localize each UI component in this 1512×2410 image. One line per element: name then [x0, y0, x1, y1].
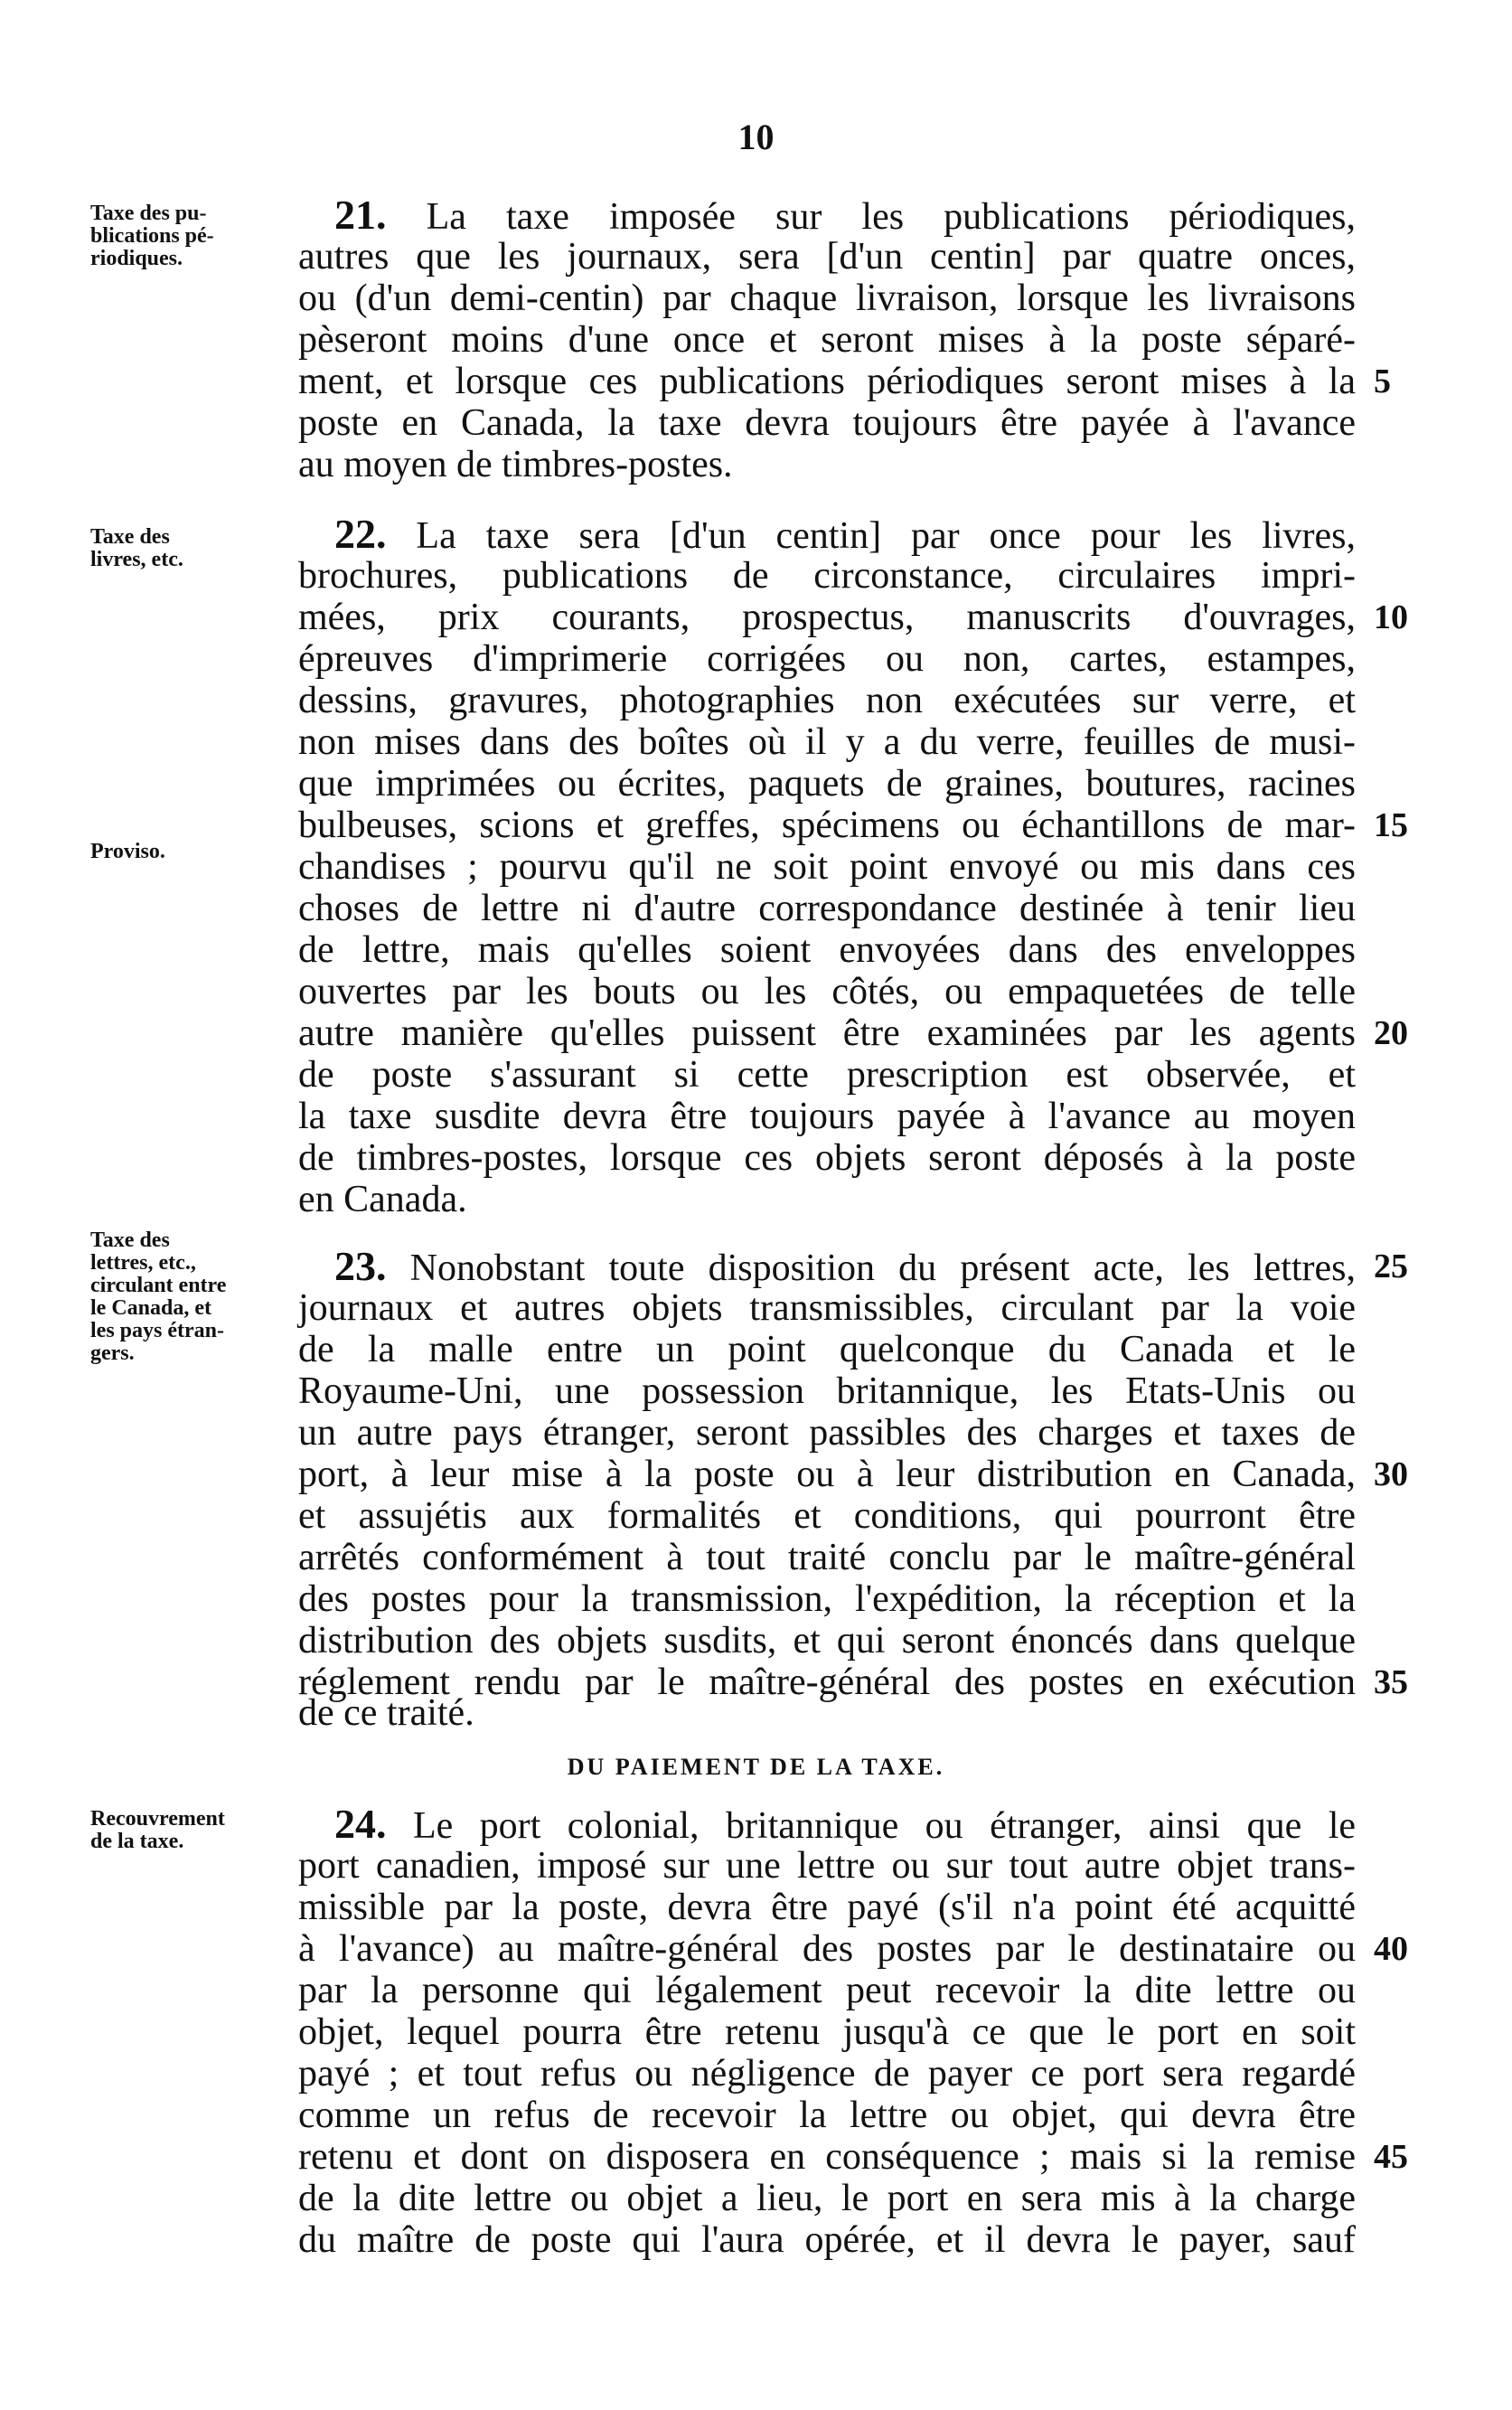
article-24-line: retenu et dont on disposera en conséquence ; mais si la remise [298, 2136, 1356, 2178]
line-number: 20 [1374, 1014, 1408, 1052]
article-23-line: réglement rendu par le maître-général des postes en exécution [298, 1662, 1356, 1703]
article-21-line: autres que les journaux, sera [d'un centin] par quatre onces, [298, 236, 1356, 278]
article-text: Le port colonial, britannique ou étranger, ainsi que le [412, 1805, 1357, 1847]
article-22-line: de lettre, mais qu'elles soient envoyées dans des enveloppes [298, 929, 1356, 971]
article-24-line [298, 1803, 1356, 1847]
article-22-line: la taxe susdite devra être toujours payée à l'avance au moyen [298, 1096, 1356, 1137]
margin-note-proviso: Proviso. [90, 840, 165, 863]
article-22-line: dessins, gravures, photographies non exécutées sur verre, et [298, 680, 1356, 721]
article-22-line: chandises ; pourvu qu'il ne soit point envoyé ou mis dans ces [298, 846, 1356, 888]
margin-note-recouvrement: Recouvrement de la taxe. [90, 1807, 225, 1853]
article-23-line: Royaume-Uni, une possession britannique, les Etats-Unis ou [298, 1370, 1356, 1412]
article-21-line: au moyen de timbres-postes. [298, 444, 733, 485]
article-21-line [298, 194, 1356, 238]
article-22-line: bulbeuses, scions et greffes, spécimens ou échantillons de mar- [298, 805, 1356, 846]
article-22-line: que imprimées ou écrites, paquets de graines, boutures, racines [298, 763, 1356, 805]
article-22-line: choses de lettre ni d'autre correspondance destinée à tenir lieu [298, 888, 1356, 929]
article-22-line: de timbres-postes, lorsque ces objets seront déposés à la poste [298, 1137, 1356, 1179]
line-number: 5 [1374, 362, 1391, 400]
article-text: Nonobstant toute disposition du présent acte, les lettres, [409, 1247, 1357, 1289]
article-number: 21. [334, 192, 387, 238]
article-22-line: mées, prix courants, prospectus, manuscrits d'ouvrages, [298, 597, 1356, 638]
article-23-line: un autre pays étranger, seront passibles des charges et taxes de [298, 1412, 1356, 1454]
line-number: 25 [1374, 1247, 1408, 1285]
article-text: La taxe sera [d'un centin] par once pour les livres, [416, 515, 1357, 557]
line-number: 35 [1374, 1663, 1408, 1701]
line-number: 10 [1374, 598, 1408, 636]
article-number: 24. [334, 1801, 387, 1847]
article-23-line: de la malle entre un point quelconque du Canada et le [298, 1329, 1356, 1370]
article-24-line: à l'avance) au maître-général des postes par le destinataire ou [298, 1928, 1356, 1970]
article-23-line: port, à leur mise à la poste ou à leur distribution en Canada, [298, 1454, 1356, 1495]
article-22-line [298, 513, 1356, 557]
page-number: 10 [737, 117, 775, 157]
article-23-line: distribution des objets susdits, et qui seront énoncés dans quelque [298, 1620, 1356, 1662]
article-22-line: autre manière qu'elles puissent être examinées par les agents [298, 1012, 1356, 1054]
article-24-line: par la personne qui légalement peut recevoir la dite lettre ou [298, 1970, 1356, 2011]
article-21-line: poste en Canada, la taxe devra toujours être payée à l'avance [298, 402, 1356, 444]
article-22-line: en Canada. [298, 1179, 467, 1220]
article-23-line: journaux et autres objets transmissibles, circulant par la voie [298, 1287, 1356, 1329]
section-heading: DU PAIEMENT DE LA TAXE. [567, 1754, 945, 1780]
article-21-line: pèseront moins d'une once et seront mises à la poste séparé- [298, 319, 1356, 361]
article-21-line: ou (d'un demi-centin) par chaque livraison, lorsque les livraisons [298, 278, 1356, 319]
article-22-line: non mises dans des boîtes où il y a du verre, feuilles de musi- [298, 721, 1356, 763]
article-number: 23. [334, 1243, 387, 1289]
article-22-line: ouvertes par les bouts ou les côtés, ou empaquetées de telle [298, 971, 1356, 1012]
article-24-line: comme un refus de recevoir la lettre ou objet, qui devra être [298, 2095, 1356, 2136]
article-23-line [298, 1243, 1357, 1289]
line-number: 15 [1374, 806, 1408, 844]
article-22-line: de poste s'assurant si cette prescription est observée, et [298, 1054, 1356, 1096]
article-number: 22. [334, 511, 387, 557]
article-23-line: et assujétis aux formalités et conditions, qui pourront être [298, 1495, 1356, 1537]
article-24-line: payé ; et tout refus ou négligence de payer ce port sera regardé [298, 2053, 1356, 2095]
article-24-line: du maître de poste qui l'aura opérée, et il devra le payer, sauf [298, 2219, 1356, 2261]
line-number: 30 [1374, 1455, 1408, 1493]
margin-note-publications: Taxe des pu- blications pé- riodiques. [90, 202, 214, 270]
margin-note-lettres: Taxe des lettres, etc., circulant entre le Canada, et les pays étran- gers. [90, 1229, 227, 1365]
margin-note-livres: Taxe des livres, etc. [90, 525, 183, 571]
article-24-line: missible par la poste, devra être payé (s'il n'a point été acquitté [298, 1887, 1356, 1928]
article-text: La taxe imposée sur les publications périodiques, [426, 196, 1356, 238]
article-23-line: de ce traité. [298, 1692, 474, 1734]
line-number: 45 [1374, 2138, 1408, 2176]
article-24-line: port canadien, imposé sur une lettre ou sur tout autre objet trans- [298, 1845, 1356, 1887]
article-24-line: de la dite lettre ou objet a lieu, le port en sera mis à la charge [298, 2178, 1356, 2219]
article-22-line: épreuves d'imprimerie corrigées ou non, cartes, estampes, [298, 638, 1356, 680]
article-23-line: arrêtés conformément à tout traité conclu par le maître-général [298, 1537, 1356, 1578]
line-number: 40 [1374, 1930, 1408, 1968]
article-24-line: objet, lequel pourra être retenu jusqu'à ce que le port en soit [298, 2011, 1356, 2053]
article-22-line: brochures, publications de circonstance, circulaires impri- [298, 555, 1356, 597]
article-21-line: ment, et lorsque ces publications périodiques seront mises à la [298, 361, 1356, 402]
article-23-line: des postes pour la transmission, l'expédition, la réception et la [298, 1578, 1356, 1620]
